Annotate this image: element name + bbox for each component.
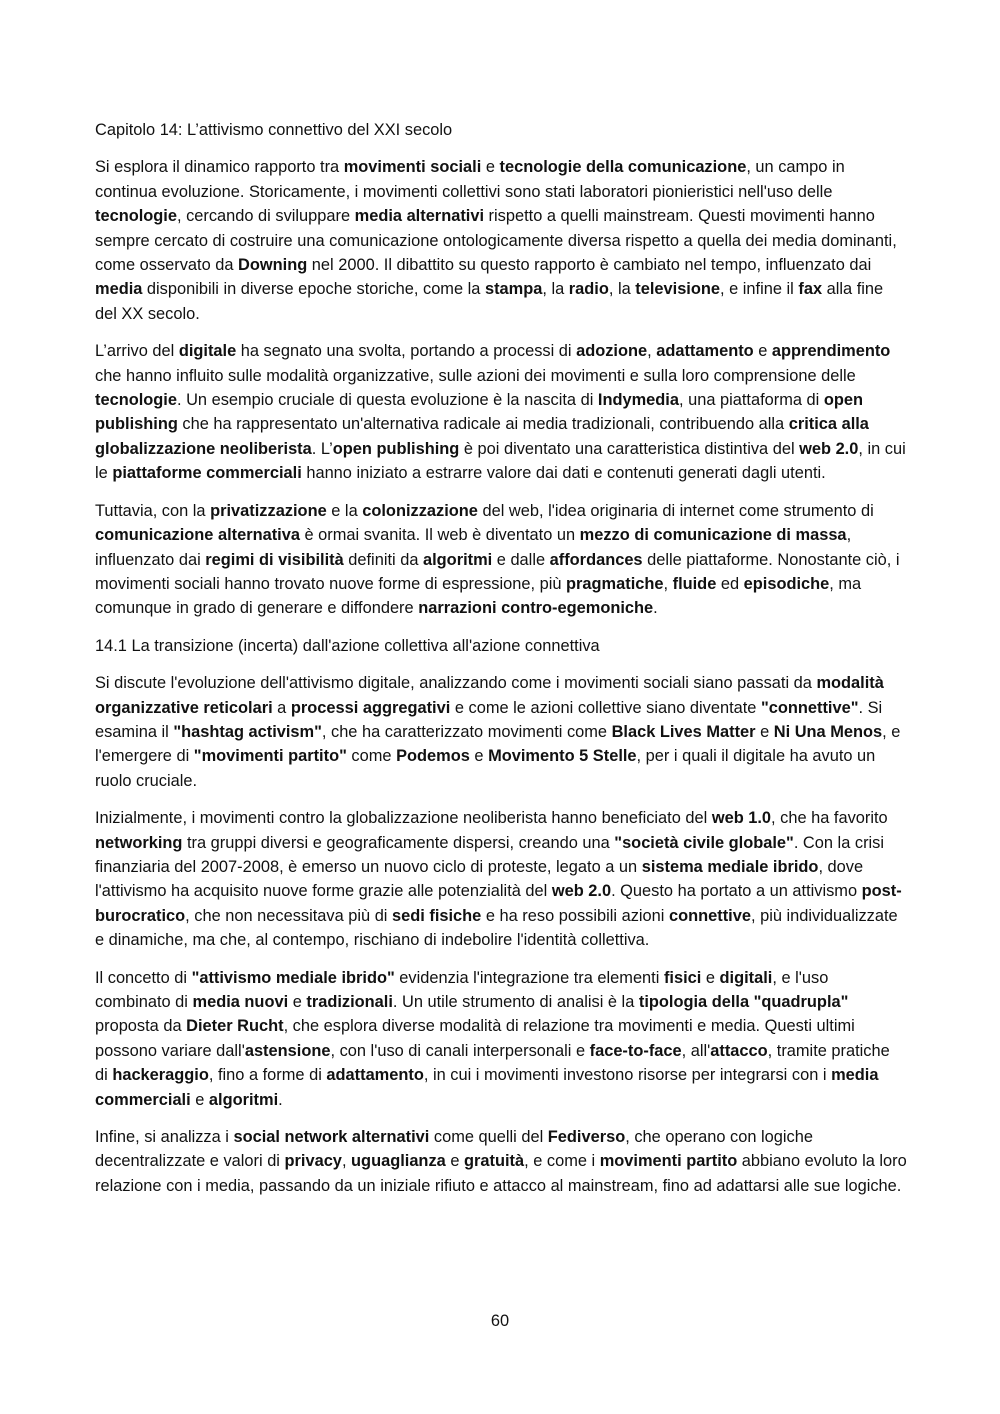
bold-term: uguaglianza xyxy=(351,1152,446,1171)
bold-term: episodiche xyxy=(743,574,830,593)
bold-term: Indymedia xyxy=(597,391,679,410)
bold-term: "attivismo mediale ibrido" xyxy=(191,968,395,987)
text-run: Si discute l'evoluzione dell'attivismo digitale, analizzando come i movimenti sociali siano passati da xyxy=(95,674,817,693)
text-run: rispetto a quelli mainstream. Questi movimenti hanno sempre cercato di costruire una comunicazione ontologicamente diversa rispetto a quella dei media dominanti, come osservato da xyxy=(95,207,897,275)
text-run: ed xyxy=(716,574,744,593)
text-run: del web, l'idea originaria di internet come strumento di xyxy=(477,501,874,520)
bold-term: tecnologie xyxy=(95,207,177,226)
bold-term: Podemos xyxy=(396,747,470,766)
text-run: tra gruppi diversi e geograficamente dispersi, creando una xyxy=(182,833,615,852)
text-run: , xyxy=(341,1152,352,1171)
text-run: è ormai svanita. Il web è diventato un xyxy=(299,526,580,545)
text-run: e la xyxy=(326,501,363,520)
text-run: è poi diventato una caratteristica distintiva del xyxy=(459,439,800,458)
bold-term: tipologia della "quadrupla" xyxy=(638,993,849,1011)
text-run: . xyxy=(278,1090,283,1109)
bold-term: processi aggregativi xyxy=(290,698,451,717)
bold-term: media commerciali xyxy=(95,1066,879,1109)
text-run: e xyxy=(469,747,489,766)
text-run: , con l'uso di canali interpersonali e xyxy=(330,1041,590,1060)
bold-term: open publishing xyxy=(332,439,460,458)
bold-term: Dieter Rucht xyxy=(186,1017,284,1036)
bold-term: Movimento 5 Stelle xyxy=(488,747,637,766)
text-run: , più individualizzate e dinamiche, ma che, al contempo, rischiano di indebolire l'identità collettiva. xyxy=(95,906,898,950)
text-run: , tramite pratiche di xyxy=(95,1041,890,1085)
text-run: nel 2000. Il dibattito su questo rapporto è cambiato nel tempo, influenzato dai xyxy=(307,256,872,275)
text-run: , dove l'attivismo ha acquisito nuove forme grazie alle potenzialità del xyxy=(95,857,864,901)
text-run: delle piattaforme. Nonostante ciò, i movimenti sociali hanno trovato nuove forme di espressione, più xyxy=(95,550,900,593)
bold-term: tecnologie xyxy=(95,391,177,410)
bold-term: Downing xyxy=(238,256,308,275)
text-run: definiti da xyxy=(343,550,423,569)
bold-term: web 1.0 xyxy=(711,809,772,828)
text-run: , ma comunque in grado di generare e diffondere xyxy=(95,574,862,618)
text-run: evidenzia l'integrazione tra elementi xyxy=(394,968,664,987)
text-run: , che ha favorito xyxy=(771,809,888,828)
bold-term: adattamento xyxy=(326,1066,424,1085)
bold-term: movimenti partito xyxy=(599,1152,738,1171)
bold-term: networking xyxy=(95,833,183,852)
bold-term: media nuovi xyxy=(192,993,289,1011)
bold-term: movimenti sociali xyxy=(343,158,482,177)
text-run: e xyxy=(701,968,720,987)
text-run: , e come i xyxy=(524,1152,600,1171)
bold-term: privacy xyxy=(284,1152,342,1171)
text-run: che hanno influito sulle modalità organizzative, sulle azioni dei movimenti e sulla loro comprensione delle xyxy=(95,366,856,385)
text-run: abbiano evoluto la loro relazione con i media, passando da un iniziale rifiuto e attacco al mainstream, fino ad adattarsi alle sue logiche. xyxy=(95,1152,907,1195)
bold-term: mezzo di comunicazione di massa xyxy=(579,526,847,545)
text-run: Tuttavia, con la xyxy=(95,501,211,520)
text-run: , per i quali il digitale ha avuto un ruolo cruciale. xyxy=(95,747,876,790)
bold-term: tecnologie della comunicazione xyxy=(499,158,747,177)
text-run: , e infine il xyxy=(720,280,799,299)
bold-term: post-burocratico xyxy=(95,882,902,925)
text-run: , la xyxy=(542,280,569,299)
text-run: e come le azioni collettive siano diventate xyxy=(450,698,761,717)
bold-term: narrazioni contro-egemoniche xyxy=(418,599,654,618)
paragraph xyxy=(95,155,907,326)
bold-term: social network alternativi xyxy=(233,1128,430,1147)
text-run: e xyxy=(445,1152,464,1171)
text-run: e dalle xyxy=(492,550,550,569)
bold-term: Black Lives Matter xyxy=(611,722,756,741)
text-run: Infine, si analizza i xyxy=(95,1128,234,1147)
text-run: e xyxy=(753,342,772,361)
bold-term: sedi fisiche xyxy=(392,906,482,925)
text-run: che ha rappresentato un'alternativa radicale ai media tradizionali, contribuendo alla xyxy=(177,415,789,434)
bold-term: fax xyxy=(798,280,823,299)
text-run: , in cui le xyxy=(95,439,906,483)
text-run: . Un esempio cruciale di questa evoluzione è la nascita di xyxy=(176,391,598,410)
bold-term: hackeraggio xyxy=(112,1066,209,1085)
text-run: . Questo ha portato a un attivismo xyxy=(611,882,862,901)
text-run: , un campo in continua evoluzione. Storicamente, i movimenti collettivi sono stati laboratori pionieristici nell'uso delle xyxy=(95,158,845,201)
bold-term: tradizionali xyxy=(306,993,393,1011)
paragraph xyxy=(95,339,907,485)
bold-term: apprendimento xyxy=(771,342,891,361)
bold-term: modalità organizzative reticolari xyxy=(95,674,884,717)
bold-term: astensione xyxy=(244,1041,331,1060)
bold-term: media xyxy=(95,280,143,299)
text-run: , xyxy=(647,342,657,361)
paragraph xyxy=(95,966,907,1112)
bold-term: piattaforme commerciali xyxy=(112,464,302,483)
text-run: . Si esamina il xyxy=(95,698,883,741)
text-run: e xyxy=(190,1090,209,1109)
bold-term: algoritmi xyxy=(423,550,493,569)
text-run: , e l'emergere di xyxy=(95,722,901,766)
bold-term: fisici xyxy=(663,968,702,987)
text-run: . L’ xyxy=(311,439,333,458)
text-run: , influenzato dai xyxy=(95,526,852,569)
text-run: , che esplora diverse modalità di relazione tra movimenti e media. Questi ultimi possono variare dall' xyxy=(95,1017,855,1060)
bold-term: digitale xyxy=(178,342,237,361)
bold-term: face-to-face xyxy=(589,1041,682,1060)
text-run: e xyxy=(755,722,774,741)
text-run: , e l'uso combinato di xyxy=(95,968,829,1011)
bold-term: comunicazione alternativa xyxy=(95,526,300,545)
bold-term: colonizzazione xyxy=(362,501,478,520)
bold-term: web 2.0 xyxy=(551,882,612,901)
text-run: , in cui i movimenti investono risorse per integrarsi con i xyxy=(423,1066,832,1085)
text-run: , cercando di sviluppare xyxy=(176,207,355,226)
text-run: a xyxy=(272,698,291,717)
text-run: Inizialmente, i movimenti contro la globalizzazione neoliberista hanno beneficiato del xyxy=(95,809,712,828)
paragraph xyxy=(95,1125,907,1198)
text-run: come xyxy=(346,747,397,766)
bold-term: "hashtag activism" xyxy=(173,722,322,741)
bold-term: televisione xyxy=(635,280,721,299)
bold-term: "connettive" xyxy=(760,698,859,717)
bold-term: stampa xyxy=(484,280,543,299)
text-run: , una piattaforma di xyxy=(678,391,824,410)
chapter-title: Capitolo 14: L’attivismo connettivo del XXI secolo xyxy=(95,121,453,139)
bold-term: connettive xyxy=(668,906,751,925)
bold-term: affordances xyxy=(549,550,643,569)
text-run: ha segnato una svolta, portando a processi di xyxy=(236,342,577,361)
text-run: e xyxy=(481,158,500,177)
text-run: , che ha caratterizzato movimenti come xyxy=(321,722,612,741)
text-run: . xyxy=(653,599,658,618)
text-run: L’arrivo del xyxy=(95,342,179,361)
bold-term: regimi di visibilità xyxy=(205,550,344,569)
paragraph xyxy=(95,671,907,793)
bold-term: open publishing xyxy=(95,391,864,434)
section-title: 14.1 La transizione (incerta) dall'azione collettiva all'azione connettiva xyxy=(95,636,600,655)
bold-term: adozione xyxy=(576,342,648,361)
text-run: , la xyxy=(608,280,636,299)
text-run: Si esplora il dinamico rapporto tra xyxy=(95,158,344,177)
text-run: e ha reso possibili azioni xyxy=(481,906,669,925)
text-run: , all' xyxy=(681,1041,711,1060)
bold-term: Ni Una Menos xyxy=(773,722,883,741)
bold-term: adattamento xyxy=(656,342,754,361)
bold-term: radio xyxy=(568,280,609,299)
text-run: . Un utile strumento di analisi è la xyxy=(392,993,639,1011)
page-content xyxy=(95,118,907,1211)
text-run: , fino a forme di xyxy=(208,1066,327,1085)
bold-term: "movimenti partito" xyxy=(193,747,347,766)
bold-term: algoritmi xyxy=(208,1090,279,1109)
page-number: 60 xyxy=(490,1312,510,1330)
bold-term: fluide xyxy=(672,574,717,593)
bold-term: pragmatiche xyxy=(566,574,664,593)
bold-term: web 2.0 xyxy=(799,439,859,458)
text-run: , che non necessitava più di xyxy=(185,906,393,925)
paragraph xyxy=(95,499,907,621)
text-run: disponibili in diverse epoche storiche, come la xyxy=(142,280,485,299)
text-run: e xyxy=(288,993,307,1011)
bold-term: sistema mediale ibrido xyxy=(641,857,819,876)
text-run: come quelli del xyxy=(429,1128,548,1147)
text-run: proposta da xyxy=(95,1017,187,1036)
paragraph xyxy=(95,806,907,952)
bold-term: media alternativi xyxy=(354,207,484,226)
bold-term: gratuità xyxy=(464,1152,525,1171)
bold-term: digitali xyxy=(719,968,773,987)
bold-term: critica alla globalizzazione neoliberista xyxy=(95,415,869,458)
bold-term: attacco xyxy=(710,1041,768,1060)
bold-term: privatizzazione xyxy=(210,501,327,520)
bold-term: "società civile globale" xyxy=(614,833,794,852)
text-run: Il concetto di xyxy=(95,968,192,987)
text-run: . Con la crisi finanziaria del 2007-2008, è emerso un nuovo ciclo di proteste, legato a un xyxy=(95,833,885,876)
text-run: hanno iniziato a estrarre valore dai dati e contenuti generati dagli utenti. xyxy=(301,464,826,483)
text-run: alla fine del XX secolo. xyxy=(95,280,884,323)
text-run: , xyxy=(663,574,673,593)
text-run: , che operano con logiche decentralizzate e valori di xyxy=(95,1128,813,1171)
bold-term: Fediverso xyxy=(547,1128,626,1147)
